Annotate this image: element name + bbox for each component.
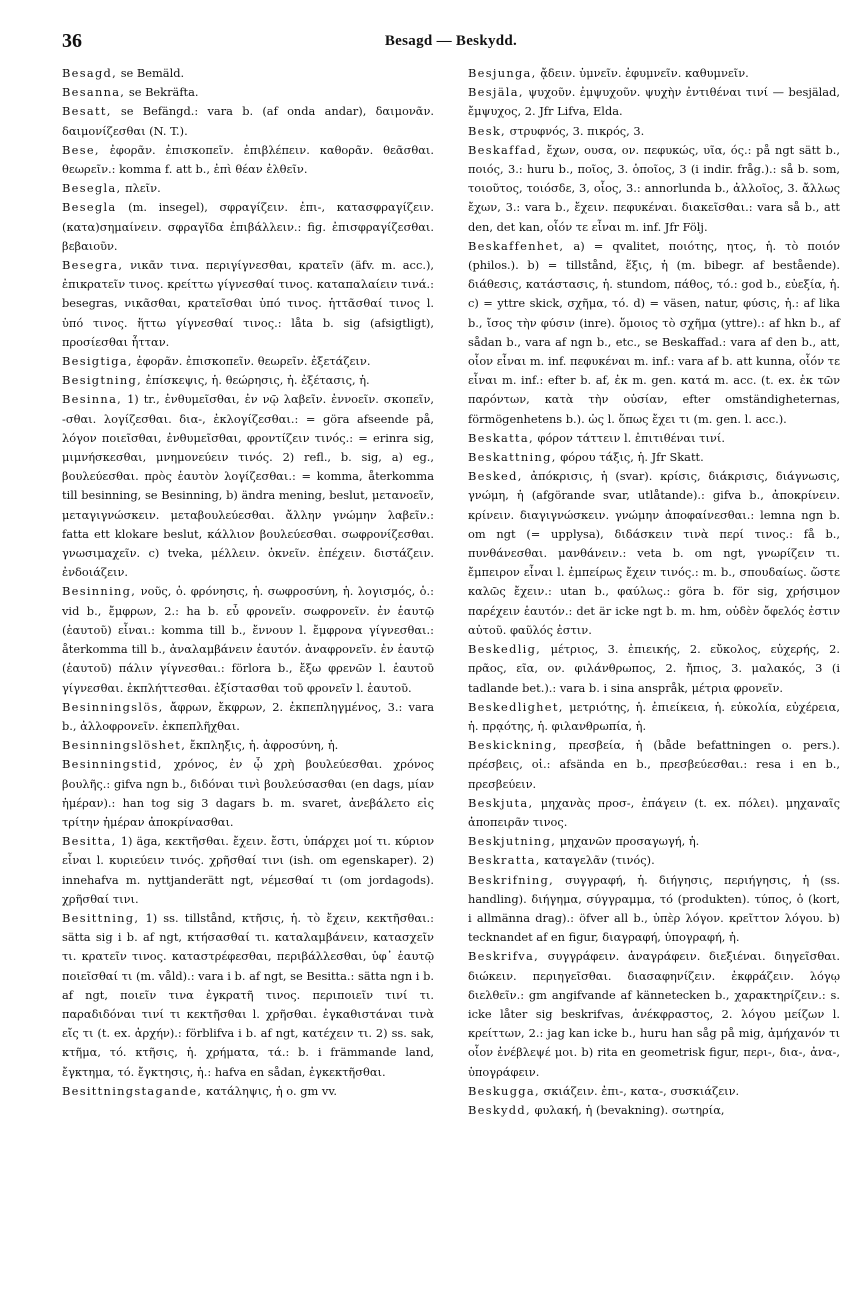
entry-headword: Besinningslöshet,: [62, 738, 187, 753]
dictionary-entry: [62, 83, 434, 102]
entry-headword: Beskydd,: [468, 1102, 531, 1117]
dictionary-entry: [62, 179, 434, 198]
dictionary-entry: [62, 698, 434, 736]
entry-headword: Besigtning,: [62, 373, 142, 388]
page-number: 36: [62, 30, 82, 52]
dictionary-entry: [468, 83, 840, 121]
dictionary-entry: [62, 198, 434, 256]
entry-headword: Besinning,: [62, 584, 137, 599]
entry-definition: πρεσβεία, ἡ (både befattningen o. pers.). πρέσβεις, οἱ.: afsända en b., πρεσβεύεσθαι.: resa i en b., πρεσβεύειν.: [468, 738, 840, 791]
entry-definition: ἔκπληξις, ἡ. ἀφροσύνη, ἡ.: [189, 738, 339, 753]
entry-headword: Beskrifva,: [468, 949, 540, 964]
entry-headword: Besegla: [62, 200, 117, 215]
entry-headword: Beskattning,: [468, 450, 557, 465]
entry-headword: Besjäla,: [468, 85, 524, 100]
entry-definition: συγγραφή, ἡ. διήγησις, περιήγησις, ἡ (ss. handling). διήγημα, σύγγραμμα, τό (produkten). τύπος, ὁ (kort, i allmänna drag).: öfver all b., ὑπὲρ λόγον. κρεῖττον λόγου. b) tecknandet af en figur, διαγραφή, ὑπογραφή, ἡ.: [468, 872, 841, 945]
entry-headword: Besegla,: [62, 181, 122, 196]
entry-headword: Beskaffad,: [468, 142, 542, 157]
dictionary-entry: [62, 390, 434, 582]
dictionary-entry: [468, 237, 840, 429]
entry-headword: Besigtiga,: [62, 354, 133, 369]
dictionary-entry: [468, 64, 840, 83]
entry-headword: Besanna,: [62, 85, 126, 100]
dictionary-entry: [468, 736, 840, 794]
right-column: [468, 64, 840, 1120]
dictionary-entry: [468, 947, 840, 1081]
entry-definition: πλεῖν.: [125, 181, 161, 196]
entry-definition: 1) tr., ἐνθυμεῖσθαι, ἐν νῷ λαβεῖν. ἐννοεῖν. σκοπεῖν, -σθαι. λογίζεσθαι. δια-, ἐκλογίζεσθαι.: = göra afseende på, λόγον ποιεῖσθαι, ἐνθυμεῖσθαι, φροντίζειν τινός.: = erinra sig, μιμνήσκεσθαι, μνημονεύειν τινός. 2) refl., b. sig, a) eg., βουλεύεσθαι. πρὸς ἑαυτὸν λογίζεσθαι.: = komma, återkomma till besinning, se Besinning, b) ändra mening, beslut, μετανοεῖν, μεταγιγνώσκειν. μεταβουλεύεσθαι. ἄλλην γνώμην λαβεῖν.: fatta ett klokare beslut, κάλλιον βουλεύεσθαι. σωφρονίζεσθαι. γνωσιμαχεῖν. c) tveka, μέλλειν. ὀκνεῖν. ἐπέχειν. διστάζειν. ἐνδοιάζειν.: [62, 392, 435, 580]
entry-headword: Beskrifning,: [468, 872, 554, 887]
entry-definition: 1) ss. tillstånd, κτῆσις, ἡ. τὸ ἔχειν, κεκτῆσθαι.: sätta sig i b. af ngt, κτήσασθαί τι. καταλαμβάνειν, κατασχεῖν τι. κρατεῖν τινος. καταστρέφεσθαι, περιβάλλεσθαι, ὑφ᾽ ἑαυτῷ ποιεῖσθαί τι (m. våld).: vara i b. af ngt, se Besitta.: sätta ngn i b. af ngt, ποιεῖν τινα ἐγκρατῆ τινος. περιποιεῖν τινί τι. παραδιδόναι τινί τι κεκτῆσθαι l. χρῆσθαι. ἐγκαθιστάναι τινὰ εἴς τι (t. ex. ἀρχήν).: förblifva i b. af ngt, κατέχειν τι. 2) ss. sak, κτῆμα, τό. κτῆσις, ἡ. χρήματα, τά.: b. i främmande land, ἔγκτημα, τό. ἔγκτησις, ἡ.: hafva en sådan, ἐγκεκτῆσθαι.: [62, 910, 434, 1079]
entry-definition: φόρον τάττειν l. ἐπιτιθέναι τινί.: [537, 430, 725, 445]
entry-definition: se Bemäld.: [120, 66, 185, 80]
entry-headword: Besitta,: [62, 834, 117, 849]
entry-definition: φυλακή, ἡ (bevakning). σωτηρία,: [534, 1102, 725, 1117]
dictionary-entry: [62, 1082, 434, 1101]
entry-definition: se Bekräfta.: [128, 85, 199, 100]
entry-definition: a) = qvalitet, ποιότης, ητος, ἡ. τὸ ποιόν (philos.). b) = tillstånd, ἕξις, ἡ (m. bibegr. af bestående). διάθεσις, κατάστασις, ἡ. stundom, πάθος, τό.: god b., εὐεξία, ἡ. c) = yttre skick, σχῆμα, τό. d) = väsen, natur, φύσις, ἡ.: af lika b., ἴσος τὴν φύσιν (inre). ὅμοιος τὸ σχῆμα (yttre).: af hkn b., af sådan b., vara af ngn b., etc., se Beskaffad.: vara af den b., att, οἷον εἶναι m. inf. πεφυκέναι m. inf.: vara af b. att kunna, οἷόν τε εἶναι m. inf.: efter b. af, ἐκ m. gen. κατά m. acc. (t. ex. ἐκ τῶν παρόντων, κατὰ τὴν οὐσίαν, efter omständigheternas, förmögenhetens b.). ὡς l. ὅπως ἔχει τι (m. gen. l. acc.).: [468, 238, 840, 426]
entry-headword: Beskickning,: [468, 738, 558, 753]
entry-headword: Beskratta,: [468, 853, 541, 868]
entry-headword: Beskatta,: [468, 430, 534, 445]
entry-definition: νοῦς, ὁ. φρόνησις, ἡ. σωφροσύνη, ἡ. λογισμός, ὁ.: vid b., ἔμφρων, 2.: ha b. εὖ φρονεῖν. σωφρονεῖν. ἐν ἑαυτῷ (ἑαυτοῦ) εἶναι.: komma till b., ἔννουν l. ἔμφρονα γίγνεσθαι.: återkomma till b., ἀναλαμβάνειν ἑαυτόν. ἀναφρονεῖν. ἐν ἑαυτῷ (ἑαυτοῦ) πάλιν γίγνεσθαι.: förlora b., ἔξω φρενῶν l. ἑαυτοῦ γίγνεσθαι. ἐκπλήττεσθαι. ἐξίστασθαι τοῦ φρονεῖν l. ἑαυτοῦ.: [62, 584, 434, 695]
entry-definition: συγγράφειν. ἀναγράφειν. διεξιέναι. διηγεῖσθαι. διώκειν. περιηγεῖσθαι. διασαφηνίζειν. ἐκφράζειν. λόγῳ διελθεῖν.: gm angifvande af kännetecken b., χαρακτηρίζειν.: s. icke låter sig beskrifvas, ἀνέκφραστος, 2. λόγου μείζων l. κρείττων, 2.: jag kan icke b., huru han såg på mig, ἀμήχανόν τι οἷον ἐνέβλεψέ μοι. b) rita en geometrisk figur, περι-, δια-, ἀνα-, ὑπογράφειν.: [468, 949, 840, 1079]
entry-definition: 1) äga, κεκτῆσθαι. ἔχειν. ἔστι, ὑπάρχει μοί τι. κύριον εἶναι l. κυριεύειν τινός. χρῆσθαί τινι (ish. om egenskaper). 2) innehafva m. nyttjanderätt ngt, νέμεσθαί τι (om jordagods). χρῆσθαί τινι.: [62, 834, 434, 906]
dictionary-entry: [468, 141, 840, 237]
entry-definition: μέτριος, 3. ἐπιεικής, 2. εὔκολος, εὐχερής, 2. πρᾶος, εῖα, ον. φιλάνθρωπος, 2. ἤπιος, 3. μαλακός, 3 (i tadlande bet.).: vara b. i sina anspråk, μέτρια φρονεῖν.: [468, 642, 840, 695]
dictionary-entry: [62, 256, 434, 352]
columns: [62, 64, 840, 1120]
entry-headword: Bese,: [62, 142, 100, 157]
dictionary-entry: [468, 640, 840, 698]
dictionary-page: [62, 30, 840, 1292]
entry-definition: μηχανὰς προσ-, ἐπάγειν (t. ex. πόλει). μηχαναῖς ἀποπειρᾶν τινος.: [468, 795, 840, 829]
entry-definition: ἀπόκρισις, ἡ (svar). κρίσις, διάκρισις, διάγνωσις, γνώμη, ἡ (afgörande svar, utlåtande).: gifva b., ἀποκρίνειν. κρίνειν. διαγιγνώσκειν. γνώμην ἀποφαίνεσθαι.: lemna ngn b. om ngt (= upplysa), διδάσκειν τινὰ περί τινος.: få b., πυνθάνεσθαι. μανθάνειν.: veta b. om ngt, γνωρίζειν τι. ἔμπειρον εἶναι l. ἐμπείρως ἔχειν τινός.: m. b., σπουδαίως. ὥστε καλῶς ἔχειν.: utan b., φαύλως.: göra b. för sig, χρήσιμον παρέχειν ἑαυτόν.: det är icke ngt b. m. hm, οὐδὲν ὄφελός ἐστιν αὐτοῦ. φαῦλός ἐστιν.: [468, 469, 841, 637]
entry-definition: (m. insegel), σφραγίζειν. ἐπι-, κατασφραγίζειν. (κατα)σημαίνειν. σφραγῖδα ἐπιβάλλειν.: fig. ἐπισφραγίζεσθαι. βεβαιοῦν.: [62, 200, 434, 253]
entry-headword: Besk,: [468, 123, 506, 138]
entry-headword: Besatt,: [62, 104, 112, 119]
entry-headword: Beskedlighet,: [468, 699, 564, 714]
entry-headword: Besittningstagande,: [62, 1083, 203, 1098]
entry-headword: Beskjutning,: [468, 834, 557, 849]
entry-definition: ψυχοῦν. ἐμψυχοῦν. ψυχὴν ἐντιθέναι τινί — besjälad, ἔμψυχος, 2. Jfr Lifva, Elda.: [468, 85, 840, 119]
dictionary-entry: [468, 851, 840, 870]
dictionary-entry: [468, 448, 840, 467]
dictionary-entry: [62, 909, 434, 1082]
entry-definition: ᾄδειν. ὑμνεῖν. ἐφυμνεῖν. καθυμνεῖν.: [540, 66, 749, 80]
entry-definition: μετριότης, ἡ. ἐπιείκεια, ἡ. εὐκολία, εὐχέρεια, ἡ. πρᾳότης, ἡ. φιλανθρωπία, ἡ.: [468, 699, 840, 733]
left-column: [62, 64, 434, 1120]
entry-definition: ἐφορᾶν. ἐπισκοπεῖν. ἐπιβλέπειν. καθορᾶν. θεᾶσθαι. θεωρεῖν.: komma f. att b., ἐπὶ θέαν ἐλθεῖν.: [62, 142, 434, 177]
entry-headword: Beskugga,: [468, 1083, 540, 1098]
entry-definition: ἔχων, ουσα, ον. πεφυκώς, υῖα, ός.: på ngt sätt b., ποιός, 3.: huru b., ποῖος, 3. ὁποῖος, 3 (i indir. fråg.).: så b. som, τοιοῦτος, τοιόσδε, 3, οἷος, 3.: annorlunda b., ἀλλοῖος, 3. ἄλλως ἔχων, 3.: vara b., ἔχειν. πεφυκέναι. διακεῖσθαι.: vara så b., att den, det kan, οἷόν τε εἶναι m. inf. Jfr Följ.: [468, 142, 841, 234]
dictionary-entry: [468, 429, 840, 448]
entry-definition: κατάληψις, ἡ o. gm vv.: [205, 1083, 338, 1098]
running-head: Besagd — Beskydd.: [384, 33, 518, 49]
entry-definition: καταγελᾶν (τινός).: [544, 853, 655, 868]
entry-headword: Besittning,: [62, 910, 140, 925]
dictionary-entry: [62, 736, 434, 755]
dictionary-entry: [62, 755, 434, 832]
dictionary-entry: [62, 141, 434, 179]
dictionary-entry: [468, 1101, 840, 1120]
dictionary-entry: [468, 467, 840, 640]
entry-definition: στρυφνός, 3. πικρός, 3.: [509, 123, 645, 138]
entry-definition: μηχανῶν προσαγωγή, ἡ.: [559, 834, 700, 849]
entry-headword: Beskaffenhet,: [468, 238, 565, 253]
entry-headword: Besinningstid,: [62, 757, 163, 772]
entry-headword: Besinna,: [62, 392, 123, 407]
dictionary-entry: [62, 64, 434, 83]
dictionary-entry: [62, 371, 434, 390]
entry-definition: ἐφορᾶν. ἐπισκοπεῖν. θεωρεῖν. ἐξετάζειν.: [136, 354, 371, 369]
dictionary-entry: [62, 832, 434, 909]
entry-headword: Beskedlig,: [468, 642, 542, 657]
dictionary-entry: [468, 794, 840, 832]
page-header: [62, 30, 840, 54]
dictionary-entry: [62, 102, 434, 140]
dictionary-entry: [468, 122, 840, 141]
dictionary-entry: [62, 352, 434, 371]
entry-headword: Besjunga,: [468, 66, 537, 80]
entry-headword: Besegra,: [62, 258, 124, 273]
dictionary-entry: [468, 832, 840, 851]
entry-definition: ἄφρων, ἔκφρων, 2. ἐκπεπληγμένος, 3.: vara b., ἀλλοφρονεῖν. ἐκπεπλῆχθαι.: [62, 699, 435, 733]
dictionary-entry: [468, 698, 840, 736]
entry-headword: Besked,: [468, 469, 523, 484]
entry-definition: σκιάζειν. ἐπι-, κατα-, συσκιάζειν.: [543, 1083, 740, 1098]
entry-headword: Beskjuta,: [468, 795, 534, 810]
entry-definition: φόρου τάξις, ἡ. Jfr Skatt.: [560, 450, 704, 465]
entry-definition: νικᾶν τινα. περιγίγνεσθαι, κρατεῖν (äfv. m. acc.), ἐπικρατεῖν τινος. κρείττω γίγνεσθαί τινος. καταπαλαίειν τινά.: besegras, νικᾶσθαι, κρατεῖσθαι ὑπό τινος. ἡττᾶσθαί τινος l. ὑπό τινος. ἥττω γίγνεσθαί τινος.: låta b. sig (afsigtligt), προσίεσθαι ἧτταν.: [62, 258, 435, 349]
entry-headword: Besagd,: [62, 66, 118, 80]
entry-definition: χρόνος, ἐν ᾧ χρὴ βουλεύεσθαι. χρόνος βουλῆς.: gifva ngn b., διδόναι τινὶ βουλεύσασθαι (en dags, μίαν ἡμέραν).: han tog sig 3 dagars b. m. svaret, ἀνεβάλετο εἰς τρίτην ἡμέραν ἀποκρίνασθαι.: [62, 757, 434, 829]
entry-definition: ἐπίσκεψις, ἡ. θεώρησις, ἡ. ἐξέτασις, ἡ.: [145, 373, 370, 388]
entry-headword: Besinningslös,: [62, 699, 164, 714]
dictionary-entry: [468, 871, 840, 948]
dictionary-entry: [62, 582, 434, 697]
dictionary-entry: [468, 1082, 840, 1101]
entry-definition: se Befängd.: vara b. (af onda andar), δαιμονᾶν. δαιμονίζεσθαι (N. T.).: [62, 104, 435, 138]
